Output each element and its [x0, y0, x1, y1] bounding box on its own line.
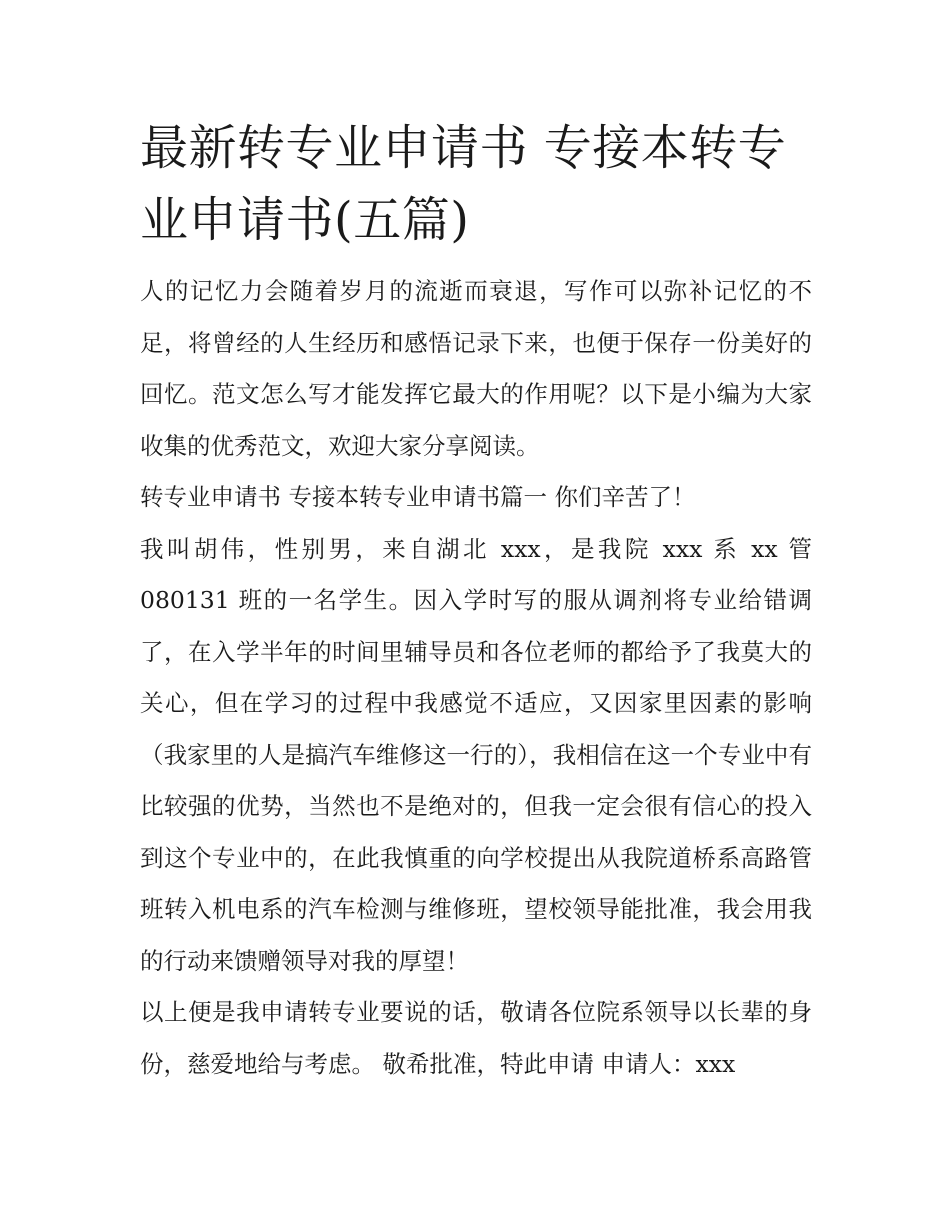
body-paragraph: 我叫胡伟，性别男，来自湖北 xxx，是我院 xxx 系 xx 管 080131 班的一名学生。因入学时写的服从调剂将专业给错调了，在入学半年的时间里辅导员和各位老师的都给予了我莫大的关心，但在学习的过程中我感觉不适应，又因家里因素的影响（我家里的人是搞汽车维修这一行的），我相信在这一个专业中有比较强的优势，当然也不是绝对的，但我一定会很有信心的投入到这个专业中的，在此我慎重的向学校提出从我院道桥系高路管班转入机电系的汽车检测与维修班，望校领导能批准，我会用我的行动来馈赠领导对我的厚望！ — [140, 534, 812, 975]
document-title: 最新转专业申请书 专接本转专业申请书(五篇) — [140, 120, 787, 248]
closing-paragraph: 以上便是我申请转专业要说的话，敬请各位院系领导以长辈的身份，慈爱地给与考虑。 敬希批准，特此申请 申请人：xxx — [140, 998, 812, 1078]
section-heading-paragraph: 转专业申请书 专接本转专业申请书篇一 你们辛苦了！ — [140, 483, 696, 511]
document-page — [140, 112, 812, 1090]
intro-paragraph: 人的记忆力会随着岁月的流逝而衰退，写作可以弥补记忆的不足，将曾经的人生经历和感悟记录下来，也便于保存一份美好的回忆。范文怎么写才能发挥它最大的作用呢？以下是小编为大家收集的优秀范文，欢迎大家分享阅读。 — [140, 277, 812, 460]
